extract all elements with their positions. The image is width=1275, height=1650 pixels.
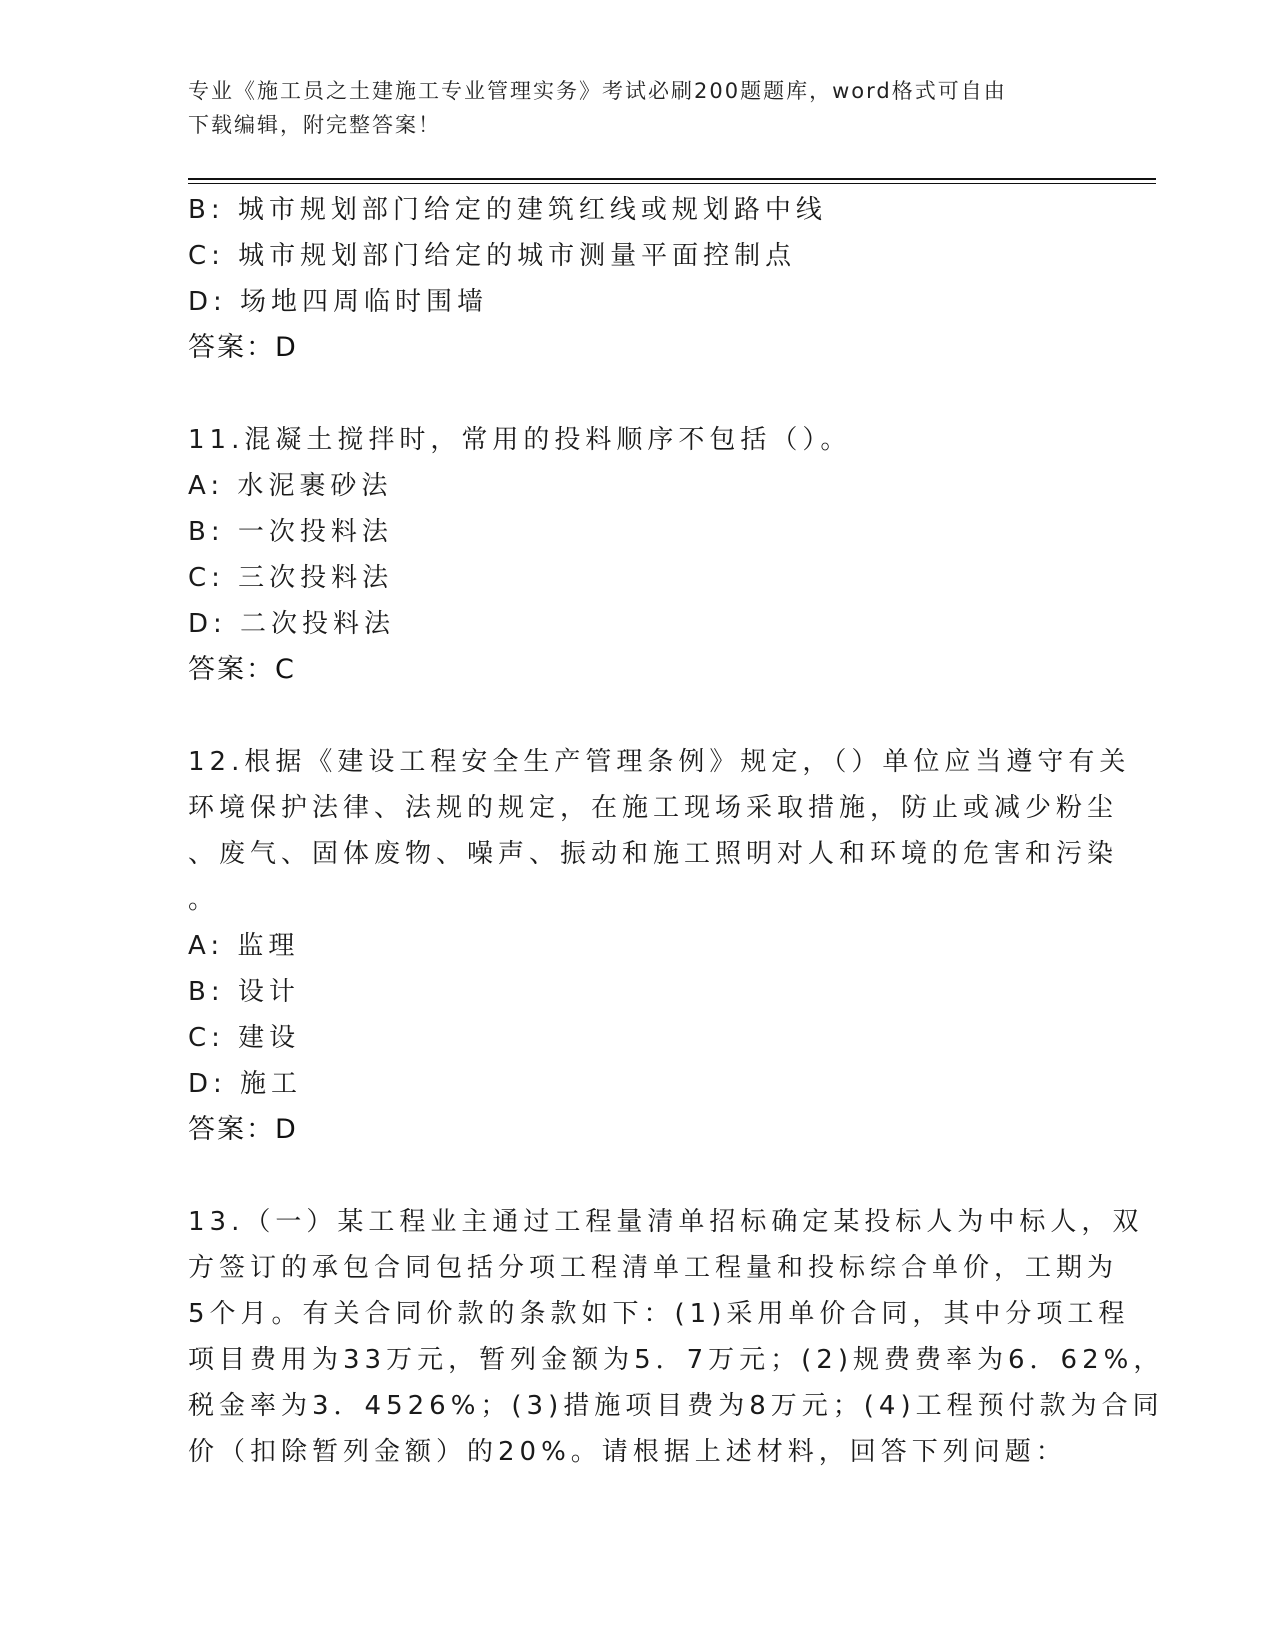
question-10-tail bbox=[188, 187, 1088, 371]
spacer bbox=[188, 693, 1088, 739]
option-d: D: 二次投料法 bbox=[188, 609, 396, 639]
option-c: C: 建设 bbox=[188, 1023, 301, 1053]
option-b: B: 设计 bbox=[188, 977, 300, 1007]
option-d: D: 场地四周临时围墙 bbox=[188, 287, 489, 317]
question-stem-line: 价（扣除暂列金额）的20%。请根据上述材料，回答下列问题： bbox=[188, 1437, 1067, 1467]
question-12 bbox=[188, 739, 1131, 1153]
question-13 bbox=[188, 1199, 1165, 1475]
header-rule-thin bbox=[188, 183, 1156, 184]
option-b: B: 一次投料法 bbox=[188, 517, 393, 547]
question-11 bbox=[188, 417, 1088, 693]
option-b: B: 城市规划部门给定的建筑红线或规划路中线 bbox=[188, 195, 827, 225]
question-stem-line: 5个月。有关合同价款的条款如下：(1)采用单价合同，其中分项工程 bbox=[188, 1299, 1130, 1329]
answer: 答案：C bbox=[188, 654, 296, 685]
header-rule-thick bbox=[188, 178, 1156, 180]
answer: 答案：D bbox=[188, 1114, 298, 1145]
option-c: C: 城市规划部门给定的城市测量平面控制点 bbox=[188, 241, 797, 271]
question-stem: 11.混凝土搅拌时，常用的投料顺序不包括（）。 bbox=[188, 425, 852, 455]
document-body bbox=[188, 187, 1165, 1475]
option-d: D: 施工 bbox=[188, 1069, 303, 1099]
question-stem-line: 13.（一）某工程业主通过工程量清单招标确定某投标人为中标人，双 bbox=[188, 1207, 1144, 1237]
question-stem-line: 、废气、固体废物、噪声、振动和施工照明对人和环境的危害和污染 bbox=[188, 839, 1119, 869]
option-a: A: 水泥裹砂法 bbox=[188, 471, 393, 501]
question-stem-line: 环境保护法律、法规的规定，在施工现场采取措施，防止或减少粉尘 bbox=[188, 793, 1119, 823]
option-a: A: 监理 bbox=[188, 931, 300, 961]
header-line-2: 下载编辑，附完整答案！ bbox=[188, 113, 441, 137]
spacer bbox=[188, 371, 1088, 417]
question-stem-line: 12.根据《建设工程安全生产管理条例》规定，（）单位应当遵守有关 bbox=[188, 747, 1131, 777]
answer: 答案：D bbox=[188, 332, 298, 363]
question-stem-line: 方签订的承包合同包括分项工程清单工程量和投标综合单价，工期为 bbox=[188, 1253, 1119, 1283]
header-line-1: 专业《施工员之土建施工专业管理实务》考试必刷200题题库，word格式可自由 bbox=[188, 79, 1007, 103]
option-c: C: 三次投料法 bbox=[188, 563, 394, 593]
question-stem-line: 。 bbox=[188, 885, 220, 915]
question-stem-line: 税金率为3．4526%；(3)措施项目费为8万元；(4)工程预付款为合同 bbox=[188, 1391, 1164, 1421]
spacer bbox=[188, 1153, 1088, 1199]
question-stem-line: 项目费用为33万元，暂列金额为5．7万元；(2)规费费率为6．62%， bbox=[188, 1345, 1165, 1375]
page-header bbox=[188, 74, 1068, 142]
